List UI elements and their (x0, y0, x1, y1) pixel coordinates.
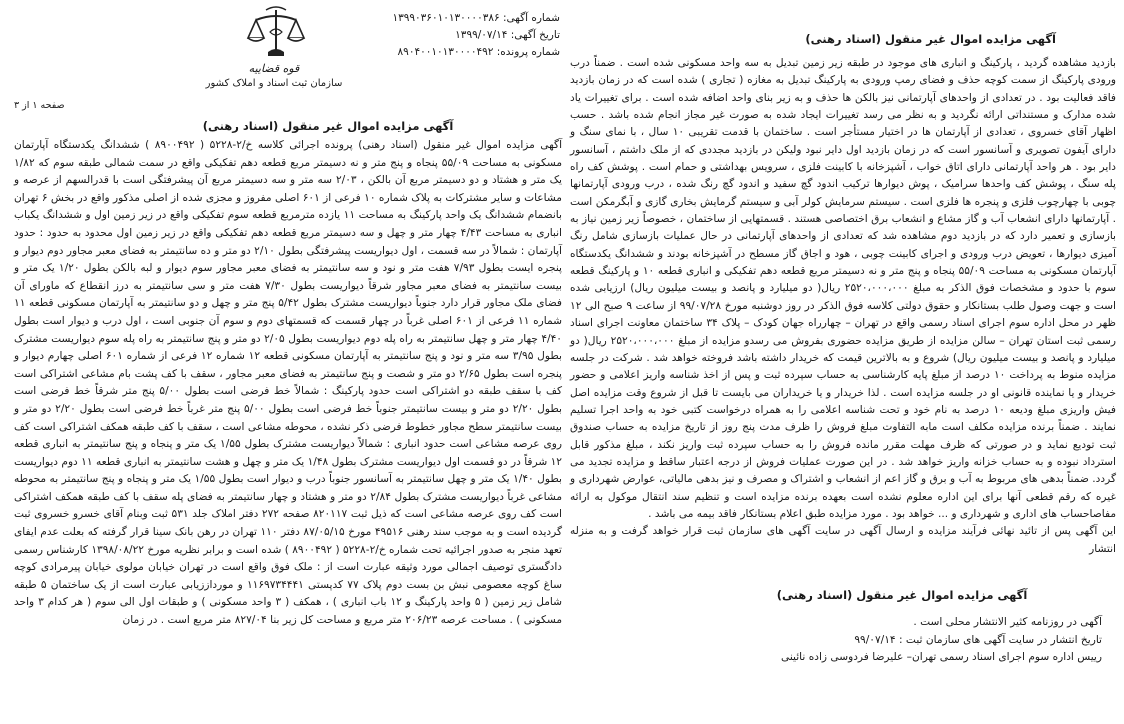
page-number: صفحه ۱ از ۳ (14, 100, 65, 111)
left-body-text: آگهی مزایده اموال غیر منقول (اسناد رهنی) پرونده اجرائی کلاسه خ/۲-۵۲۲۸ ( ۸۹۰۰۴۹۲ ) ششدانگ یکدستگاه آپارتمان مسکونی به مساحت ۵۵/۰۹ پنجاه و پنج متر و نه دسیمتر مربع قطعه دهم تفکیکی واقع در سمت شمالی طبقه سوم که ۱/۸۲ یک متر و هشتاد و دو دسیمتر مربع آن بالکن ، ۲/۰۳ سه متر و سه دسیمتر مربع آن پیشرفتگی است با قدرالسهم از عرصه و مشاعات و سایر مشترکات به پلاک شماره ۱۰ فرعی از ۶۰۱ اصلی مفروز و مجزی شده از اصلی مذکور واقع در بخش ۶ تهران بانضمام ششدانگ یک واحد پارکینگ به مساحت ۱۱ یازده مترمربع قطعه سوم تفکیکی واقع در زیر زمین اول و ششدانگ یکباب انباری به مساحت ۴/۴۳ چهار متر و چهل و سه دسیمتر مربع قطعه دهم تفکیکی واقع در زیر زمین اول محدود به حدود : حدود آپارتمان : شمالاً در سه قسمت ، اول دیواریست پیشرفتگی بطول ۲/۱۰ دو متر و ده سانتیمتر به فضای معبر مجاور دوم دیوار و پنجره ایست بطول ۷/۹۳ هفت متر و نود و سه سانتیمتر به فضای معبر مجاور سوم دیوار و لبه بالکن بطول ۱/۲۰ یک متر و بیست سانتیمتر به فضای معبر مجاور شرقاً دیواریست بطول ۷/۳۰ هفت متر و سی سانتیمتر به درز انقطاع که ماورای آن فضای ملک مجاور قرار دارد جنوباً دیواریست مشترک بطول ۵/۴۲ پنج متر و چهل و دو سانتیمتر به آپارتمان مسکونی قطعه ۱۱ شماره ۱۱ فرعی از ۶۰۱ اصلی غرباً در چهار قسمت که قسمتهای دوم و سوم آن جنوبی است ، اول درب و دیوار است بطول ۴/۴۰ چهار متر و چهل سانتیمتر به راه پله دوم دیواریست بطول ۲/۰۵ دو متر و پنج سانتیمتر به راه پله سوم دیواریست مشترک بطول ۳/۹۵ سه متر و نود و پنج سانتیمتر به آپارتمان مسکونی قطعه ۱۲ شماره ۱۲ فرعی از شماره ۶۰۱ اصلی چهارم دیوار و پنجره است بطول ۲/۶۵ دو متر و شصت و پنج سانتیمتر به فضای معبر مجاور ، سقف با کف پشت بام مشاعی اشتراکی است کف با سقف طبقه دو اشتراکی است حدود پارکینگ : شمالاً خط فرضی است بطول ۵/۰۰ پنج متر شرقاً خط فرضی است بطول ۲/۲۰ دو متر و بیست سانتیمتر جنوباً خط فرضی است بطول ۵/۰۰ پنج متر غرباً خط فرضی است بطول ۲/۲۰ دو متر و بیست سانتیمتر سطح مجاور خطوط فرضی ذکر نشده ، محوطه مشاعی است ، سقف با کف طبقه همکف اشتراکی است کف روی عرصه مشاعی است حدود انباری : شمالاً دیواریست مشترک بطول ۱/۵۵ یک متر و پنجاه و پنج سانتیمتر به انباری قطعه ۱۲ شرقاً در دو قسمت اول دیواریست مشترک بطول ۱/۴۸ یک متر و چهل و هشت سانتیمتر به انباری قطعه ۱۱ دوم دیواریست بطول ۱/۴۰ یک متر و چهل سانتیمتر به آسانسور جنوباً درب و دیوار است بطول ۱/۵۵ یک متر و پنجاه و پنج سانتیمتر به محوطه مشاعی غرباً دیواریست مشترک بطول ۲/۸۴ دو متر و هشتاد و چهار سانتیمتر به فضای پله سقف با کف طبقه همکف اشتراکی است کف روی عرصه مشاعی است که ذیل ثبت ۸۲۰۱۱۷ صفحه ۲۷۲ دفتر املاک جلد ۵۳۱ ثبت وبنام آقای خسرو خسروی ثبت گردیده است و به موجب سند رهنی ۴۹۵۱۶ مورخ ۸۷/۰۵/۱۵ دفتر ۱۱۰ تهران در رهن بانک سینا قرار گرفته که بعلت عدم ایفای تعهد منجر به صدور اجرائیه تحت شماره خ/۲-۵۲۲۸ ( ۸۹۰۰۴۹۲ ) شده است و برابر نظریه مورخ ۱۳۹۸/۰۸/۲۲ کارشناس رسمی دادگستری توصیف اجمالی مورد وثیقه عبارت است از : ملک فوق واقع است در تهران خیابان مولوی خیابان پیرمرادی کوچه ساغ کوچه معصومی نبش بن بست دوم پلاک ۷۷ کدپستی ۱۱۶۹۷۳۴۴۴۱ و مورداززیابی عبارت است از یک ساختمان ۵ طبقه شامل زیر زمین ( ۵ واحد پارکینگ و ۱۲ باب انباری ) ، همکف ( ۳ واحد مسکونی ) و طبقات اول الی سوم ( هر کدام ۳ واحد مسکونی ) . مساحت عرصه ۲۰۶/۲۳ متر مربع و مساحت کل زیر بنا ۸۲۷/۰۴ متر مربع است . در زمان (14, 139, 563, 627)
footer-block (662, 588, 1102, 667)
file-number: شماره پرونده: ۸۹۰۴۰۰۱۰۱۳۰۰۰۰۴۹۲ (397, 46, 560, 58)
ad-number: شماره آگهی: ۱۳۹۹۰۳۶۰۱۰۱۳۰۰۰۰۳۸۶ (392, 12, 560, 24)
right-title: آگهی مزایده اموال غیر منقول (اسناد رهنی) (805, 32, 1056, 46)
footer-line-2: تاریخ انتشار در سایت آگهی های سازمان ثبت : ۹۹/۰۷/۱۴ (854, 633, 1102, 646)
left-title: آگهی مزایده اموال غیر منقول (اسناد رهنی) (202, 119, 454, 133)
org-unit: سازمان ثبت اسناد و املاک کشور (205, 78, 343, 89)
footer-line-1: آگهی در روزنامه کثیر الانتشار محلی است . (913, 616, 1102, 628)
left-column (8, 6, 564, 718)
ad-date: تاریخ آگهی: ۱۳۹۹/۰۷/۱۴ (455, 29, 560, 41)
footer-title: آگهی مزایده اموال غیر منقول (اسناد رهنی) (776, 588, 1028, 602)
org-name: قوه قضاییه (248, 62, 300, 75)
right-body-text: بازدید مشاهده گردید ، پارکینگ و انباری های موجود در طبقه زیر زمین تبدیل به سه واحد مسکونی شده است . ضمناً درب ورودی پارکینگ از سمت کوچه حذف و فضای رمپ ورودی به پارکینگ تبدیل به مغازه ( تجاری ) شده است که در زمان بازدید فاقد فعالیت بود . در تعدادی از واحدهای آپارتمانی نیز بالکن ها حذف و به زیر بنای واحد اضافه شده است . برای تغییرات یاد شده مدارک و مستنداتی ارائه نگردید و به نظر می رسد تغییرات ایجاد شده به صورت غیر مجاز انجام شده باشد . حسب اظهار آقای خسروی ، تعدادی از آپارتمان ها در اختیار مستأجر است . ساختمان با قدمت تقریبی ۱۰ سال ، با نمای سنگ و دارای آیفون تصویری و آسانسور است که در زمان بازدید اول دایر نبود ولیکن در بازدید مجددی که از ملک داشتم ، آسانسور دایر بود . هر واحد آپارتمانی دارای اتاق خواب ، آشپزخانه با کابینت فلزی ، سرویس بهداشتی و حمام است . پوشش کف راه پله سنگ ، پوشش کف واحدها سرامیک ، پوش دیوارها ترکیب اندود گچ سفید و اندود گچ رنگ شده ، درب ورودی آپارتمانها چوبی با چهارچوب فلزی و پنجره ها فلزی است . سیستم سرمایش کولر آبی و سیستم گرمایش بخاری گازی و آبگرمکن است . آپارتمانها دارای انشعاب آب و گاز مشاع و انشعاب برق اختصاصی هستند . قسمتهایی از ساختمان ، خصوصاً زیر زمین نیاز به بازسازی و تعمیر دارد که در بازدید دوم مشاهده شد که تعدادی از واحدهای آپارتمانی در حال عملیات بازسازی شامل رنگ آمیزی دیوارها ، تعویض درب ورودی و اجرای کابینت چوبی ، هود و اجاق گاز مسطح در آشپزخانه بودند و ششدانگ یکدستگاه آپارتمان مسکونی به مساحت ۵۵/۰۹ پنجاه و پنج متر و نه دسیمتر مربع قطعه دهم تفکیکی و انباری قطعه ۱۰ و پارکینگ قطعه سوم با حدود و مشخصات فوق الذکر به مبلغ ۲۵۲۰،۰۰۰،۰۰۰ ریال( دو میلیارد و پانصد و بیست میلیون ریال) ارزیابی شده است و جهت وصول طلب بستانکار و حقوق دولتی کلاسه فوق الذکر در روز دوشنبه مورخ ۹۹/۰۷/۲۸ از ساعت ۹ صبح الی ۱۲ ظهر در محل اداره سوم اجرای اسناد رسمی واقع در تهران – چهارراه جهان کودک – پلاک ۳۴ ساختمان معاونت اجرای اسناد رسمی ثبت استان تهران – سالن مزایده از طریق مزایده حضوری بفروش می رسدو مزایده از مبلغ ۲۵۲۰،۰۰۰،۰۰۰ ریال( دو میلیارد و پانصد و بیست میلیون ریال) شروع و به بالاترین قیمت که خریدار داشته باشد فروخته خواهد شد . شرکت در جلسه مزایده منوط به پرداخت ۱۰ درصد از مبلغ پایه کارشناسی به حساب سپرده ثبت و پس از اخذ شناسه واریز اعلامی و حضور خریدار و یا نماینده قانونی او در جلسه مزایده است . لذا خریدار و یا خریداران می بایست تا قبل از شروع وقت مزایده اصل فیش واریزی مبلغ ودیعه ۱۰ درصد به نام خود و تحت شناسه اعلامی را به همراه درخواست کتبی خود به واحد اجرا تسلیم نمایند . ضمناً برنده مزایده مکلف است مابه التفاوت مبلغ فروش را ظرف مدت پنج روز از تاریخ مزایده به حساب صندوق ثبت تودیع نماید و در صورتی که ظرف مهلت مقرر مانده فروش را به حساب سپرده ثبت واریز نکند ، مبلغ مذکور قابل استرداد نبوده و به حساب خزانه واریز خواهد شد . در این صورت عملیات فروش از درجه اعتبار ساقط و مزایده تجدید می گردد. ضمناً بدهی های مربوط به آب و برق و گاز اعم از انشعاب و اشتراک و مصرف و نیز بدهی مالیاتی، عوارض شهرداری و غیره که رقم قطعی آنها برای این اداره معلوم نشده است بعهده برنده مزایده است و تنظیم سند انتقال موکول به ارائه مفاصاحساب های اداری و شهرداری و ... خواهد بود . مورد مزایده طبق اعلام بستانکار فاقد بیمه می باشد . این آگهی پس از تائید نهائی فرآیند مزایده و ارسال آگهی در سایت آگهی های سازمان ثبت قرار خواهد گرفت و به منزله انتشار (570, 57, 1116, 555)
footer-line-3: رییس اداره سوم اجرای اسناد رسمی تهران– علیرضا فردوسی زاده نائینی (780, 651, 1102, 663)
right-column (566, 6, 1118, 718)
ad-meta (344, 10, 560, 61)
